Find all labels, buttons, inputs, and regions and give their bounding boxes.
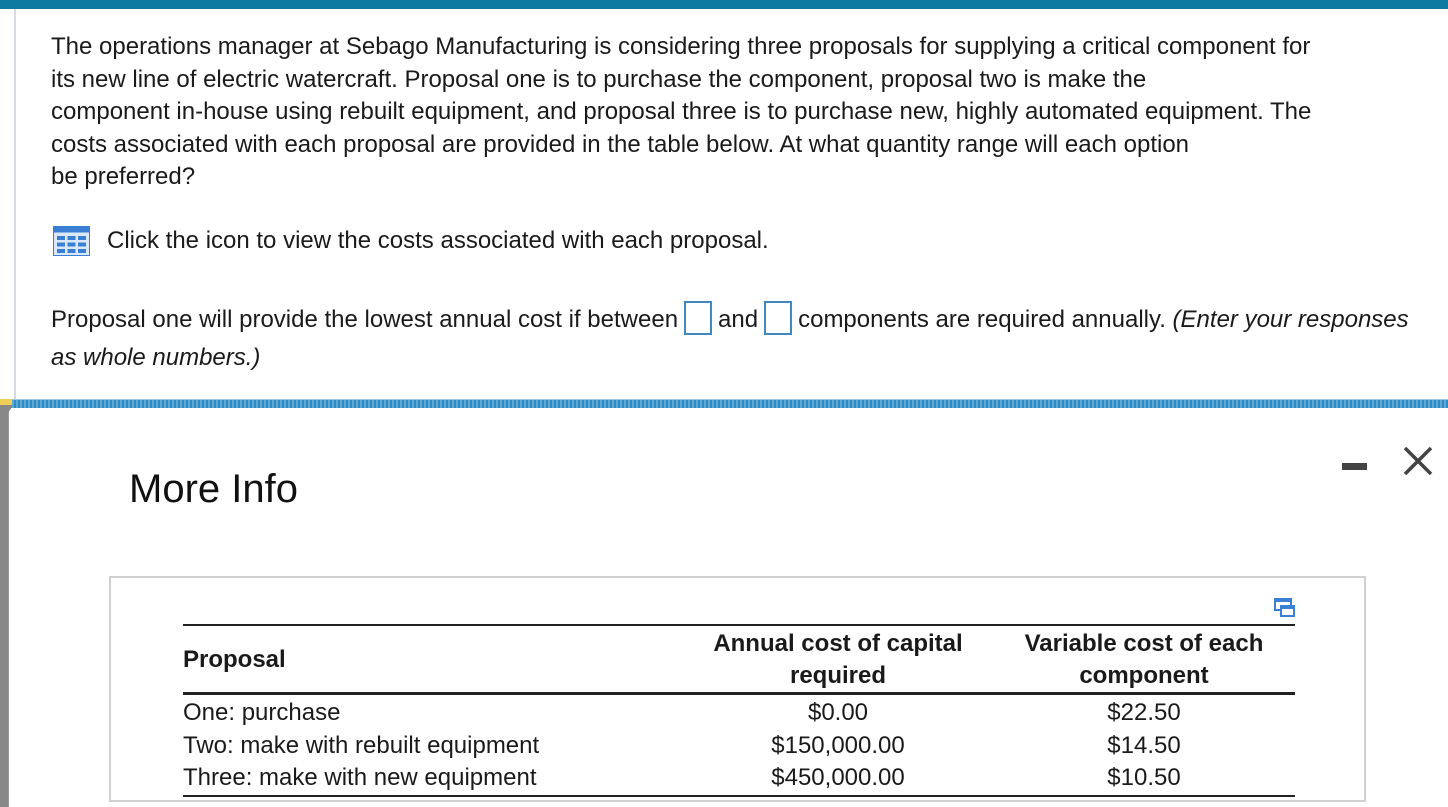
minimize-icon (1342, 463, 1367, 470)
left-margin-rule (14, 9, 16, 399)
info-panel (109, 576, 1366, 802)
header-capital-line-2: required (789, 662, 887, 689)
more-info-modal (0, 399, 1448, 807)
question-line-1: The operations manager at Sebago Manufacturing is considering three proposals for supplying a critical component for (51, 33, 1311, 60)
table-header-row (183, 625, 1295, 694)
question-line-5: be preferred? (51, 163, 196, 190)
row-capital-cost: $450,000.00 (771, 764, 905, 791)
row-variable-cost: $10.50 (1107, 764, 1181, 791)
header-variable-line-2: component (1079, 662, 1209, 689)
header-variable-cost (993, 625, 1295, 694)
answer-prefix: Proposal one will provide the lowest annual cost if between (51, 306, 679, 333)
top-accent-bar (0, 0, 1448, 9)
header-capital-line-1: Annual cost of capital (713, 630, 963, 657)
hint-text: Click the icon to view the costs associated with each proposal. (107, 227, 769, 254)
header-proposal: Proposal (183, 646, 286, 673)
and-label: and (718, 306, 759, 333)
close-button[interactable] (1400, 443, 1436, 479)
upper-bound-input[interactable] (764, 301, 792, 335)
copy-icon[interactable] (1274, 598, 1296, 618)
header-variable-line-1: Variable cost of each (1024, 630, 1264, 657)
answer-suffix: components are required annually. (798, 306, 1166, 333)
answer-sentence (51, 301, 1431, 377)
question-line-4: costs associated with each proposal are provided in the table below. At what quantity range will each option (51, 130, 1190, 158)
answer-instruction: (Enter your responses as whole numbers.) (51, 306, 1409, 371)
table-icon[interactable] (53, 226, 90, 256)
question-text (51, 31, 1426, 194)
table-row (183, 762, 1295, 796)
hint-row (53, 226, 769, 256)
row-variable-cost: $14.50 (1107, 731, 1181, 759)
minimize-button[interactable] (1340, 457, 1368, 477)
question-line-3: component in-house using rebuilt equipment, and proposal three is to purchase new, highly automated equipment. The (51, 98, 1312, 125)
cost-table (183, 624, 1295, 797)
modal-top-border (0, 399, 1448, 408)
modal-corner (0, 399, 12, 807)
row-proposal: One: purchase (183, 699, 341, 726)
row-capital-cost: $150,000.00 (771, 731, 905, 759)
lower-bound-input[interactable] (684, 301, 712, 335)
row-variable-cost: $22.50 (1107, 699, 1181, 726)
header-capital-cost (683, 625, 993, 694)
table-row (183, 730, 1295, 763)
row-proposal: Two: make with rebuilt equipment (183, 731, 540, 759)
row-proposal: Three: make with new equipment (183, 764, 537, 791)
close-icon (1400, 443, 1436, 479)
modal-title: More Info (129, 467, 298, 511)
table-row (183, 694, 1295, 730)
question-line-2: its new line of electric watercraft. Proposal one is to purchase the component, proposal two is make the (51, 65, 1147, 93)
row-capital-cost: $0.00 (807, 699, 869, 726)
